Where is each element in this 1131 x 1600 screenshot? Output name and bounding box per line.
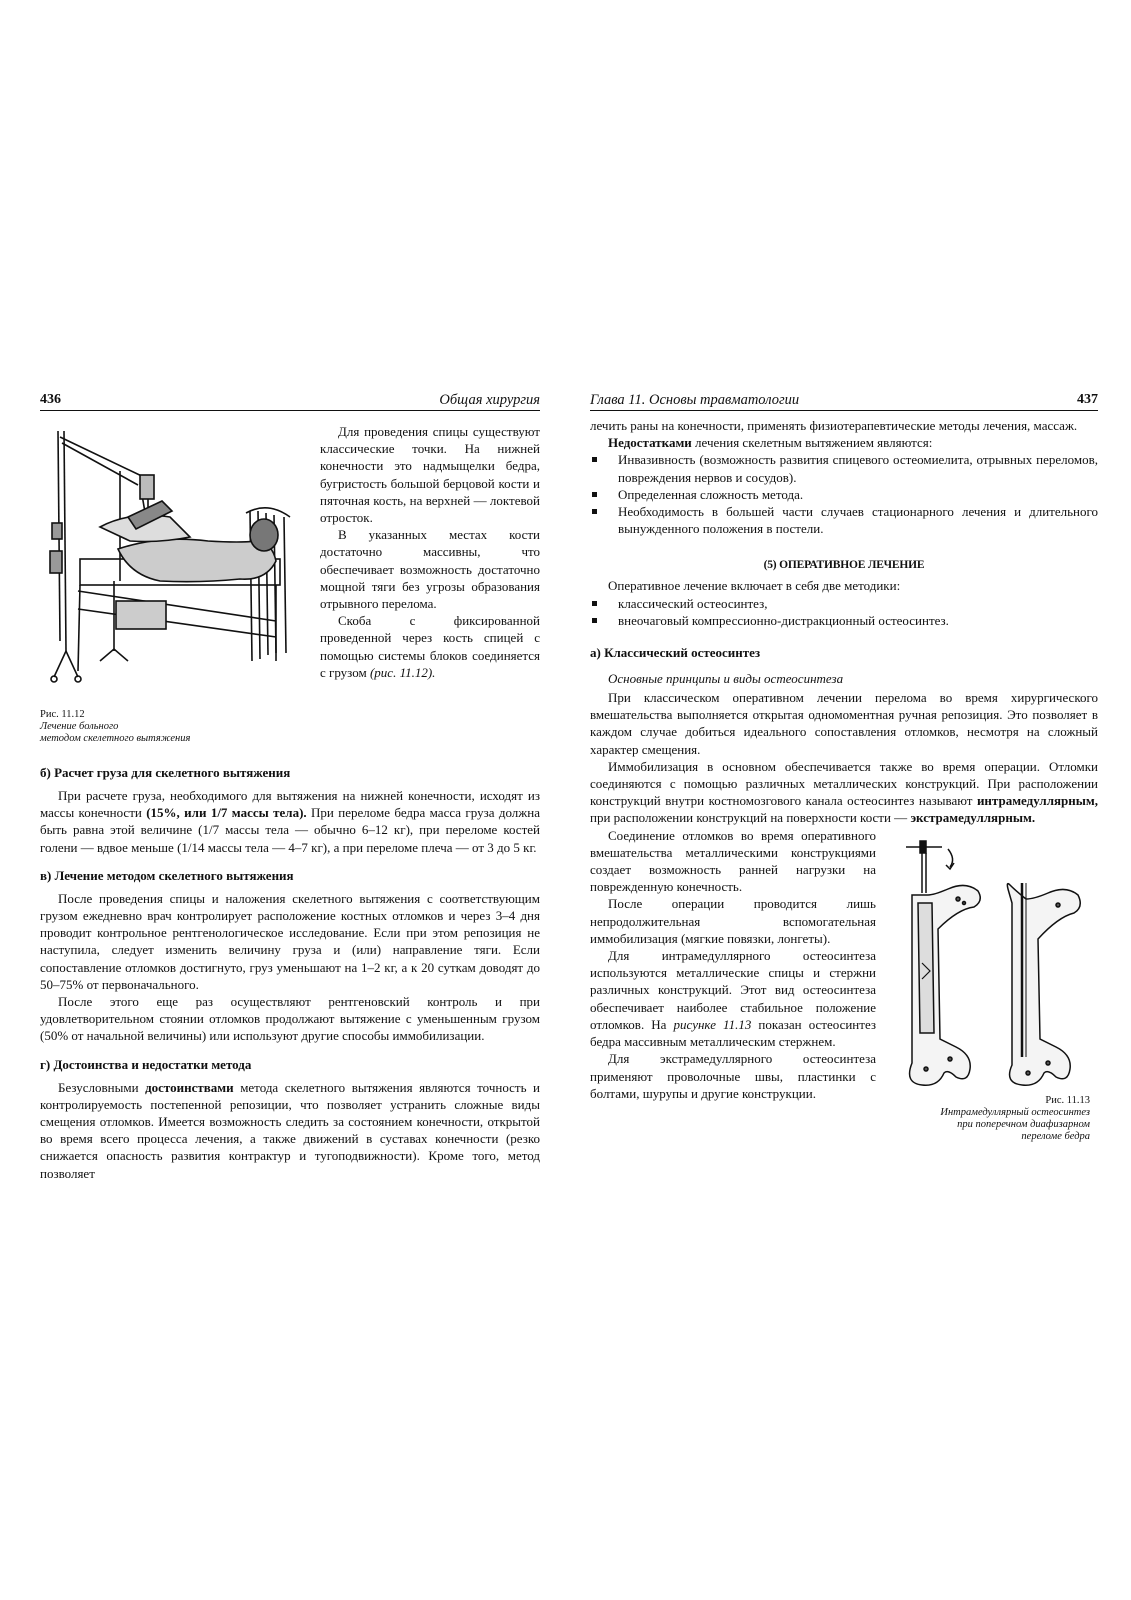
drawbacks-intro [590, 434, 1098, 451]
page-number-left: 436 [40, 392, 61, 407]
subheading-principles: Основные принципы и виды остеосинтеза [608, 671, 844, 687]
figure-11-13 [886, 833, 1098, 1169]
figure-11-12 [40, 423, 306, 753]
section-b-text-a: При расчете груза, необходимого для вытяжения на нижней конечности, исходят из массы конечности [40, 788, 540, 821]
left-page [40, 388, 540, 1182]
osteosynthesis-paragraph-4: После операции проводится лишь непродолжительная вспомогательная иммобилизация (мягкие повязки, лонгеты). [590, 896, 876, 946]
list-item: классический остеосинтез, [590, 595, 1098, 612]
section-b-text-c: При переломе бедра масса груза должна быть равна этой величине (1/7 массы тела — обычно 6–12 кг), при переломе костей голени — вдвое меньше (1/14 массы тела — 4–7 кг), а при переломе плеча — от 3 до 5 кг. [40, 805, 541, 855]
list-item: внеочаговый компрессионно-дистракционный остеосинтез. [590, 612, 1098, 629]
intro-paragraph-3-text: Скоба с фиксированной проведенной через кость спицей с помощью системы блоков соединяется с грузом [320, 613, 540, 680]
figure-11-13-caption-line2: при поперечном диафизарном [957, 1118, 1090, 1130]
drawbacks-bold: Недостатками [608, 435, 692, 451]
list-item: Инвазивность (возможность развития спицевого остеомиелита, отрывных переломов, повреждения нервов и сосудов). [590, 451, 1098, 485]
running-title-right: Глава 11. Основы травматологии [590, 392, 800, 408]
skeletal-traction-illustration [40, 431, 302, 701]
section-b-text-bold: (15%, или 1/7 массы тела). [146, 805, 307, 821]
drawbacks-list [590, 451, 1098, 537]
page-number-right: 437 [1077, 392, 1098, 407]
section-g-text-bold: достоинствами [145, 1079, 234, 1095]
osteosynthesis-paragraph-3: Соединение отломков во время оперативного вмешательства металлическими конструкциями создает возможность ранней нагрузки на поврежденную конечность. [590, 827, 876, 895]
list-item: Определенная сложность метода. [590, 486, 1098, 503]
figure-11-13-caption-line3: переломе бедра [1021, 1130, 1090, 1142]
osteosynthesis-paragraph-6: Для экстрамедуллярного остеосинтеза применяют проволочные швы, пластинки с болтами, шурупы и другие конструкции. [590, 1051, 876, 1101]
p2-text-a: Иммобилизация в основном обеспечивается также во время операции. Отломки соединяются с помощью различных металлических конструкций. При расположении конструкций внутри костномозгового канала остеосинтез называют [590, 758, 1098, 809]
section-g-text-c: метода скелетного вытяжения являются точность и контролируемость постепенной репозиции, что позволяет устранить сложные виды смещения отломков. Имеется возможность следить за состоянием конечности, открытой во время всего процесса лечения, а также движений в суставах конечности (резко снижается опасность развития контрактур и тугоподвижности). Кроме того, метод позволяет [40, 1079, 541, 1181]
section-5-intro: Оперативное лечение включает в себя две методики: [608, 578, 901, 594]
figure-11-12-caption-line2: методом скелетного вытяжения [40, 733, 191, 744]
list-item: Необходимость в большей части случаев стационарного лечения и длительного вынужденного положения в постели. [590, 503, 1098, 537]
p2-text-b: при расположении конструкций на поверхности кости — [590, 810, 908, 826]
femur-rod-illustration [898, 833, 1088, 1093]
section-b-heading: б) Расчет груза для скелетного вытяжения [40, 765, 291, 780]
p2-bold-extramedullary: экстрамедуллярным. [910, 810, 1036, 826]
section-g-text-a: Безусловными [58, 1079, 139, 1095]
drawbacks-text: лечения скелетным вытяжением являются: [695, 435, 933, 451]
section-b-paragraph [40, 787, 540, 856]
section-5-heading: (5) ОПЕРАТИВНОЕ ЛЕЧЕНИЕ [763, 559, 925, 572]
figure-11-12-caption-line1: Лечение больного [40, 721, 119, 732]
intro-paragraph-1: Для проведения спицы существуют классические точки. На нижней конечности это надмыщелки бедра, бугристость большой берцовой кости и пяточная кость, на верхней — локтевой отросток. [320, 424, 540, 526]
p5-text-a: Для интрамедуллярного остеосинтеза используются металлические спицы и стержни различных конструкций. Этот вид остеосинтеза обеспечивает наиболее стабильное положение отломков. На [590, 948, 876, 1032]
section-v-paragraph-2: После этого еще раз осуществляют рентгеновский контроль и при удовлетворительном стоянии отломков продолжают вытяжение с уменьшенным грузом (50% от начальной величины) или используют другие способы иммобилизации. [40, 994, 540, 1044]
continuation-paragraph: лечить раны на конечности, применять физиотерапевтические методы лечения, массаж. [590, 418, 1078, 433]
section-g-heading: г) Достоинства и недостатки метода [40, 1056, 252, 1072]
figure-11-13-label: Рис. 11.13 [1045, 1094, 1090, 1106]
p5-text-b: показан остеосинтез бедра массивным металлическим стержнем. [590, 1016, 877, 1050]
running-title-left: Общая хирургия [439, 392, 540, 408]
running-head-left [40, 388, 540, 411]
figure-11-12-label: Рис. 11.12 [40, 709, 85, 720]
figure-11-12-caption [40, 709, 190, 745]
p2-bold-intramedullary: интрамедуллярным, [976, 793, 1098, 809]
methods-list [590, 595, 1098, 629]
figure-11-13-caption-line1: Интрамедуллярный остеосинтез [940, 1106, 1090, 1118]
figure-11-13-caption [940, 1095, 1090, 1143]
intro-paragraph-2: В указанных местах кости достаточно массивны, что обеспечивает возможность достаточно мощной тяги без угрозы образования отрывного перелома. [320, 527, 540, 612]
running-head-right [590, 388, 1098, 411]
section-a-heading: а) Классический остеосинтез [590, 645, 761, 661]
right-page [590, 388, 1098, 1169]
osteosynthesis-paragraph-1: При классическом оперативном лечении перелома во время хирургического вмешательства выполняется открытая одномоментная ручная репозиция. Это позволяет в каждом случае добиться идеального сопоставления отломков, несмотря на сложный характер смещения. [590, 690, 1098, 757]
section-g-paragraph [40, 1079, 540, 1182]
section-v-heading: в) Лечение методом скелетного вытяжения [40, 867, 294, 883]
osteosynthesis-paragraph-2 [590, 758, 1098, 827]
figure-ref-11-12: (рис. 11.12). [369, 664, 436, 680]
figure-ref-11-13: рисунке 11.13 [673, 1016, 752, 1032]
section-v-paragraph-1: После проведения спицы и наложения скелетного вытяжения с соответствующим грузом ежедневно врач контролирует расположение костных отломков и через 3–4 дня проводит контрольное рентгенологическое исследование. Если при этом репозиция не наступила, следует изменить величину груза и (или) направление тяги. Если сопоставление отломков достигнуто, груз уменьшают на 1–2 кг, а к 20 суткам доводят до 50–75% от первоначального. [40, 890, 540, 992]
